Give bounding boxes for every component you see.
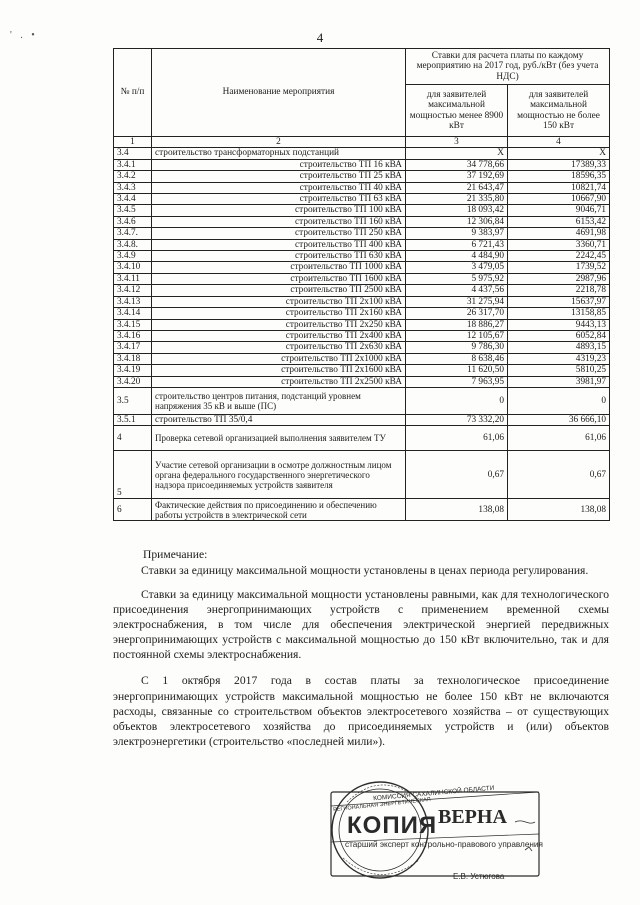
row-value-under-8900: 0 (406, 387, 508, 414)
table-row (114, 148, 610, 159)
row-value-under-8900: 7 963,95 (406, 376, 508, 387)
row-number: 3.4.11 (114, 273, 152, 284)
row-value-under-150: 4319,23 (508, 353, 610, 364)
row-value-under-150: 1739,52 (508, 262, 610, 273)
row-number: 3.4.5 (114, 205, 152, 216)
row-value-under-8900: 9 383,97 (406, 228, 508, 239)
row-value-under-150: 9443,13 (508, 319, 610, 330)
row-number: 3.4.13 (114, 296, 152, 307)
table-row (114, 308, 610, 319)
colnum-3: 3 (406, 137, 508, 148)
row-number: 3.4 (114, 148, 152, 159)
header-col4: для заявителей максимальной мощностью не более 150 кВт (508, 85, 610, 137)
row-value-under-8900: 37 192,69 (406, 171, 508, 182)
table-row (114, 182, 610, 193)
row-name: строительство ТП 2х1600 кВА (152, 365, 406, 376)
row-value-under-8900: 11 620,50 (406, 365, 508, 376)
row-value-under-150: 4691,98 (508, 228, 610, 239)
row-value-under-8900: 5 975,92 (406, 273, 508, 284)
row-value-under-150: 13158,85 (508, 308, 610, 319)
table-row (114, 376, 610, 387)
table-row (114, 330, 610, 341)
row-number: 3.5 (114, 387, 152, 414)
row-value-under-150: X (508, 148, 610, 159)
row-value-under-150: 0 (508, 387, 610, 414)
row-value-under-150: 10821,74 (508, 182, 610, 193)
row-value-under-8900: X (406, 148, 508, 159)
row-number: 3.4.19 (114, 365, 152, 376)
colnum-2: 2 (152, 137, 406, 148)
row-name: строительство ТП 25 кВА (152, 171, 406, 182)
row-number: 3.4.20 (114, 376, 152, 387)
note-paragraph-3: С 1 октября 2017 года в состав платы за технологическое присоединение энергопринимающих устройств максимальной мощностью не более 150 кВт не включаются расходы, связанные со строительством объектов электросетевого хозяйства – от существующих объектов электросетевого хозяйства до присоединяемых устройств и (или) объектов электроэнергетики (строительство «последней мили»). (113, 674, 609, 748)
row-value-under-150: 2218,78 (508, 285, 610, 296)
row-value-under-150: 138,08 (508, 499, 610, 521)
row-value-under-8900: 31 275,94 (406, 296, 508, 307)
row-value-under-8900: 18 886,27 (406, 319, 508, 330)
header-num: № п/п (114, 49, 152, 137)
row-value-under-8900: 21 335,80 (406, 194, 508, 205)
row-value-under-150: 4893,15 (508, 342, 610, 353)
colnum-1: 1 (114, 137, 152, 148)
row-number: 3.4.18 (114, 353, 152, 364)
table-row (114, 499, 610, 521)
table-row (114, 296, 610, 307)
row-value-under-150: 10667,90 (508, 194, 610, 205)
row-number: 3.4.10 (114, 262, 152, 273)
certification-stamp (325, 762, 545, 894)
row-value-under-8900: 138,08 (406, 499, 508, 521)
row-name: строительство ТП 2х160 кВА (152, 308, 406, 319)
notes-section (113, 547, 609, 749)
row-name: строительство ТП 100 кВА (152, 205, 406, 216)
row-name: строительство ТП 2х630 кВА (152, 342, 406, 353)
row-value-under-150: 6153,42 (508, 216, 610, 227)
row-name: строительство ТП 2х250 кВА (152, 319, 406, 330)
row-number: 3.4.14 (114, 308, 152, 319)
note-paragraph-1: Ставки за единицу максимальной мощности установлены в ценах периода регулирования. (141, 564, 589, 578)
row-number: 3.4.1 (114, 159, 152, 170)
row-value-under-8900: 3 479,05 (406, 262, 508, 273)
row-number: 3.4.16 (114, 330, 152, 341)
row-value-under-150: 3981,97 (508, 376, 610, 387)
row-value-under-8900: 18 093,42 (406, 205, 508, 216)
row-value-under-150: 2242,45 (508, 251, 610, 262)
table-row (114, 319, 610, 330)
row-value-under-8900: 12 105,67 (406, 330, 508, 341)
row-name: Фактические действия по присоединению и обеспечению работы устройств в электрической сети (152, 499, 406, 521)
table-row (114, 451, 610, 499)
table-row (114, 414, 610, 425)
row-number: 3.4.2 (114, 171, 152, 182)
row-number: 3.4.8. (114, 239, 152, 250)
row-name: строительство ТП 2х400 кВА (152, 330, 406, 341)
table-row (114, 228, 610, 239)
row-value-under-8900: 12 306,84 (406, 216, 508, 227)
row-name: строительство ТП 250 кВА (152, 228, 406, 239)
page-number: 4 (316, 30, 324, 45)
row-name: строительство ТП 40 кВА (152, 182, 406, 193)
row-name: строительство ТП 2х100 кВА (152, 296, 406, 307)
row-name: строительство ТП 400 кВА (152, 239, 406, 250)
row-number: 3.4.4 (114, 194, 152, 205)
row-value-under-150: 3360,71 (508, 239, 610, 250)
table-row (114, 262, 610, 273)
row-value-under-150: 2987,96 (508, 273, 610, 284)
row-value-under-8900: 21 643,47 (406, 182, 508, 193)
row-number: 3.4.6 (114, 216, 152, 227)
stamp-kopia: КОПИЯ (347, 812, 438, 839)
row-name: строительство ТП 63 кВА (152, 194, 406, 205)
stamp-org-line2: РЕГИОНАЛЬНАЯ ЭНЕРГЕТИЧЕСКАЯ (332, 796, 432, 814)
row-number: 3.4.7. (114, 228, 152, 239)
row-value-under-8900: 73 332,20 (406, 414, 508, 425)
row-name: Проверка сетевой организацией выполнения заявителем ТУ (152, 426, 406, 451)
row-value-under-150: 61,06 (508, 426, 610, 451)
table-row (114, 353, 610, 364)
stamp-position: старший эксперт контрольно-правового управления (345, 840, 543, 849)
row-value-under-150: 9046,71 (508, 205, 610, 216)
stamp-signer-name: Е.В. Устюгова (453, 872, 505, 881)
colnum-4: 4 (508, 137, 610, 148)
table-row (114, 159, 610, 170)
row-name: строительство ТП 16 кВА (152, 159, 406, 170)
header-rates: Ставки для расчета платы по каждому мероприятию на 2017 год, руб./кВт (без учета НДС) (406, 49, 610, 85)
table-row (114, 426, 610, 451)
table-row (114, 273, 610, 284)
row-name: строительство ТП 2х1000 кВА (152, 353, 406, 364)
row-number: 3.4.12 (114, 285, 152, 296)
row-name: строительство ТП 2500 кВА (152, 285, 406, 296)
header-name: Наименование мероприятия (152, 49, 406, 137)
row-value-under-8900: 9 786,30 (406, 342, 508, 353)
row-value-under-150: 15637,97 (508, 296, 610, 307)
row-value-under-8900: 6 721,43 (406, 239, 508, 250)
row-number: 3.4.15 (114, 319, 152, 330)
row-number: 3.4.3 (114, 182, 152, 193)
stamp-verna: ВЕРНА (438, 806, 507, 828)
header-col3: для заявителей максимальной мощностью менее 8900 кВт (406, 85, 508, 137)
row-name: строительство ТП 160 кВА (152, 216, 406, 227)
row-name: строительство центров питания, подстанций уровнем напряжения 35 кВ и выше (ПС) (152, 387, 406, 414)
row-number: 4 (114, 426, 152, 451)
row-value-under-8900: 26 317,70 (406, 308, 508, 319)
tariff-table (113, 48, 610, 521)
row-name: строительство ТП 1600 кВА (152, 273, 406, 284)
row-number: 5 (114, 451, 152, 499)
row-value-under-8900: 0,67 (406, 451, 508, 499)
row-value-under-8900: 4 484,90 (406, 251, 508, 262)
table-row (114, 387, 610, 414)
table-row (114, 216, 610, 227)
table-row (114, 171, 610, 182)
corner-marks: ' . • (10, 30, 38, 41)
row-name: строительство трансформаторных подстанций (152, 148, 406, 159)
row-value-under-150: 5810,25 (508, 365, 610, 376)
stamp-org-line1: КОМИССИЯ САХАЛИНСКОЙ ОБЛАСТИ (372, 784, 495, 803)
row-value-under-150: 36 666,10 (508, 414, 610, 425)
table-row (114, 239, 610, 250)
table-row (114, 365, 610, 376)
row-value-under-150: 17389,33 (508, 159, 610, 170)
table-row (114, 194, 610, 205)
row-value-under-150: 18596,35 (508, 171, 610, 182)
table-row (114, 205, 610, 216)
row-value-under-8900: 34 778,66 (406, 159, 508, 170)
row-name: строительство ТП 35/0,4 (152, 414, 406, 425)
row-number: 3.5.1 (114, 414, 152, 425)
row-number: 3.4.9 (114, 251, 152, 262)
row-name: строительство ТП 630 кВА (152, 251, 406, 262)
row-number: 6 (114, 499, 152, 521)
row-number: 3.4.17 (114, 342, 152, 353)
row-name: строительство ТП 1000 кВА (152, 262, 406, 273)
table-row (114, 342, 610, 353)
row-value-under-150: 0,67 (508, 451, 610, 499)
note-paragraph-2: Ставки за единицу максимальной мощности установлены равными, как для технологического присоединения энергопринимающих устройств с применением временной схемы электроснабжения, в том числе для обеспечения электрической энергией передвижных энергопринимающих устройств с максимальной мощностью до 150 кВт включительно, так и для постоянной схемы электроснабжения. (113, 588, 609, 662)
table-row (114, 285, 610, 296)
row-name: Участие сетевой организации в осмотре должностным лицом органа федерального государственного энергетического надзора присоединяемых устройств заявителя (152, 451, 406, 499)
notes-heading: Примечание: (143, 548, 208, 561)
row-name: строительство ТП 2х2500 кВА (152, 376, 406, 387)
row-value-under-8900: 61,06 (406, 426, 508, 451)
row-value-under-8900: 4 437,56 (406, 285, 508, 296)
row-value-under-8900: 8 638,46 (406, 353, 508, 364)
table-row (114, 251, 610, 262)
row-value-under-150: 6052,84 (508, 330, 610, 341)
